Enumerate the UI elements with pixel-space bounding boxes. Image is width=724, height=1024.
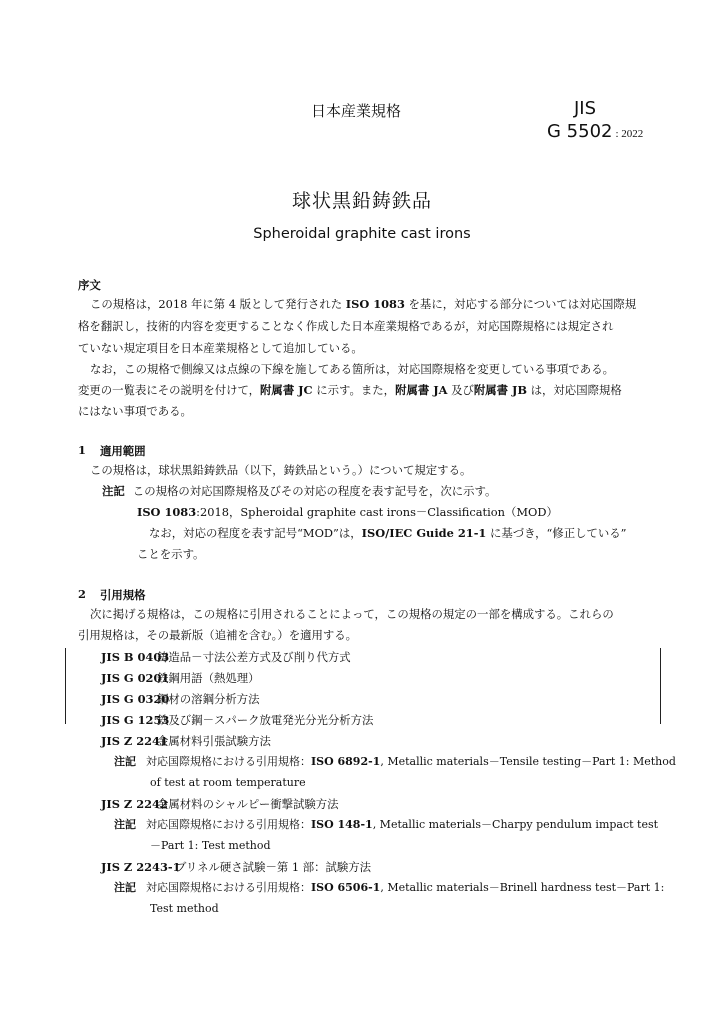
ref-item: JIS Z 2243-1ブリネル硬さ試験－第 1 部：試験方法	[101, 860, 372, 874]
preface-line-5: 変更の一覧表にその説明を付けて，附属書 JC に示す。また，附属書 JA 及び附属書 JB は，対応国際規格	[78, 383, 622, 397]
title-ja: 球状黒鉛鋳鉄品	[291, 190, 432, 212]
preface-line-6: にはない事項である。	[78, 404, 192, 418]
ref-item: JIS B 0403鋳造品－寸法公差方式及び削り代方式	[101, 650, 351, 664]
preface-line-4: なお，この規格で側線又は点線の下線を施してある箇所は，対応国際規格を変更している事項である。	[90, 362, 614, 376]
ref-note-cont: Test method	[150, 902, 219, 915]
refs-line-2: 引用規格は，その最新版（追補を含む。）を適用する。	[78, 628, 358, 642]
standard-number-line	[547, 121, 643, 142]
jis-label: JIS	[574, 98, 597, 119]
change-sideline-left	[65, 648, 66, 724]
standard-number: G 5502	[547, 121, 613, 142]
title-en: Spheroidal graphite cast irons	[253, 226, 471, 242]
preface-line-1: この規格は，2018 年に第 4 版として発行された ISO 1083 を基に，対応する部分については対応国際規	[90, 297, 637, 311]
refs-line-1: 次に掲げる規格は，この規格に引用されることによって，この規格の規定の一部を構成する。これらの	[90, 607, 614, 621]
ref-item: JIS Z 2241金属材料引張試験方法	[101, 734, 271, 748]
note-label: 注記	[102, 484, 125, 498]
ref-note: 注記 対応国際規格における引用規格：ISO 6892-1, Metallic materials－Tensile testing－Part 1: Method	[114, 755, 676, 768]
scope-mod-line-2: ことを示す。	[137, 547, 205, 561]
standard-category: 日本産業規格	[311, 102, 402, 120]
ref-item: JIS G 0320鋼材の溶鋼分析方法	[101, 692, 260, 706]
preface-line-3: ていない規定項目を日本産業規格として追加している。	[78, 341, 363, 355]
ref-note: 注記 対応国際規格における引用規格：ISO 148-1, Metallic materials－Charpy pendulum impact test	[114, 818, 659, 831]
scope-mod-line: なお，対応の程度を表す記号“MOD”は，ISO/IEC Guide 21-1 に基づき，“修正している”	[149, 526, 627, 540]
preface-line-2: 格を翻訳し，技術的内容を変更することなく作成した日本産業規格であるが，対応国際規格には規定され	[78, 319, 614, 333]
ref-item: JIS G 0201鉄鋼用語（熱処理）	[101, 671, 260, 685]
ref-note: 注記 対応国際規格における引用規格：ISO 6506-1, Metallic materials－Brinell hardness test－Part 1:	[114, 881, 665, 894]
scope-line-1: この規格は，球状黒鉛鋳鉄品（以下，鋳鉄品という。）について規定する。	[90, 463, 472, 477]
preface-heading: 序文	[78, 278, 101, 292]
ref-note-cont: －Part 1: Test method	[150, 839, 271, 852]
section-1-number: 1	[78, 443, 86, 457]
ref-item: JIS G 1253鉄及び鋼－スパーク放電発光分光分析方法	[101, 713, 374, 727]
change-sideline-right	[660, 648, 661, 724]
section-2-heading: 引用規格	[100, 588, 146, 602]
scope-iso-line: ISO 1083:2018，Spheroidal graphite cast irons－Classification（MOD）	[137, 505, 558, 519]
section-1-heading: 適用範囲	[100, 444, 146, 458]
ref-item: JIS Z 2242金属材料のシャルピー衝撃試験方法	[101, 797, 339, 811]
standard-year: : 2022	[615, 128, 644, 140]
ref-note-cont: of test at room temperature	[150, 776, 306, 789]
scope-note: 注記 この規格の対応国際規格及びその対応の程度を表す記号を，次に示す。	[102, 484, 497, 498]
section-2-number: 2	[78, 587, 86, 601]
